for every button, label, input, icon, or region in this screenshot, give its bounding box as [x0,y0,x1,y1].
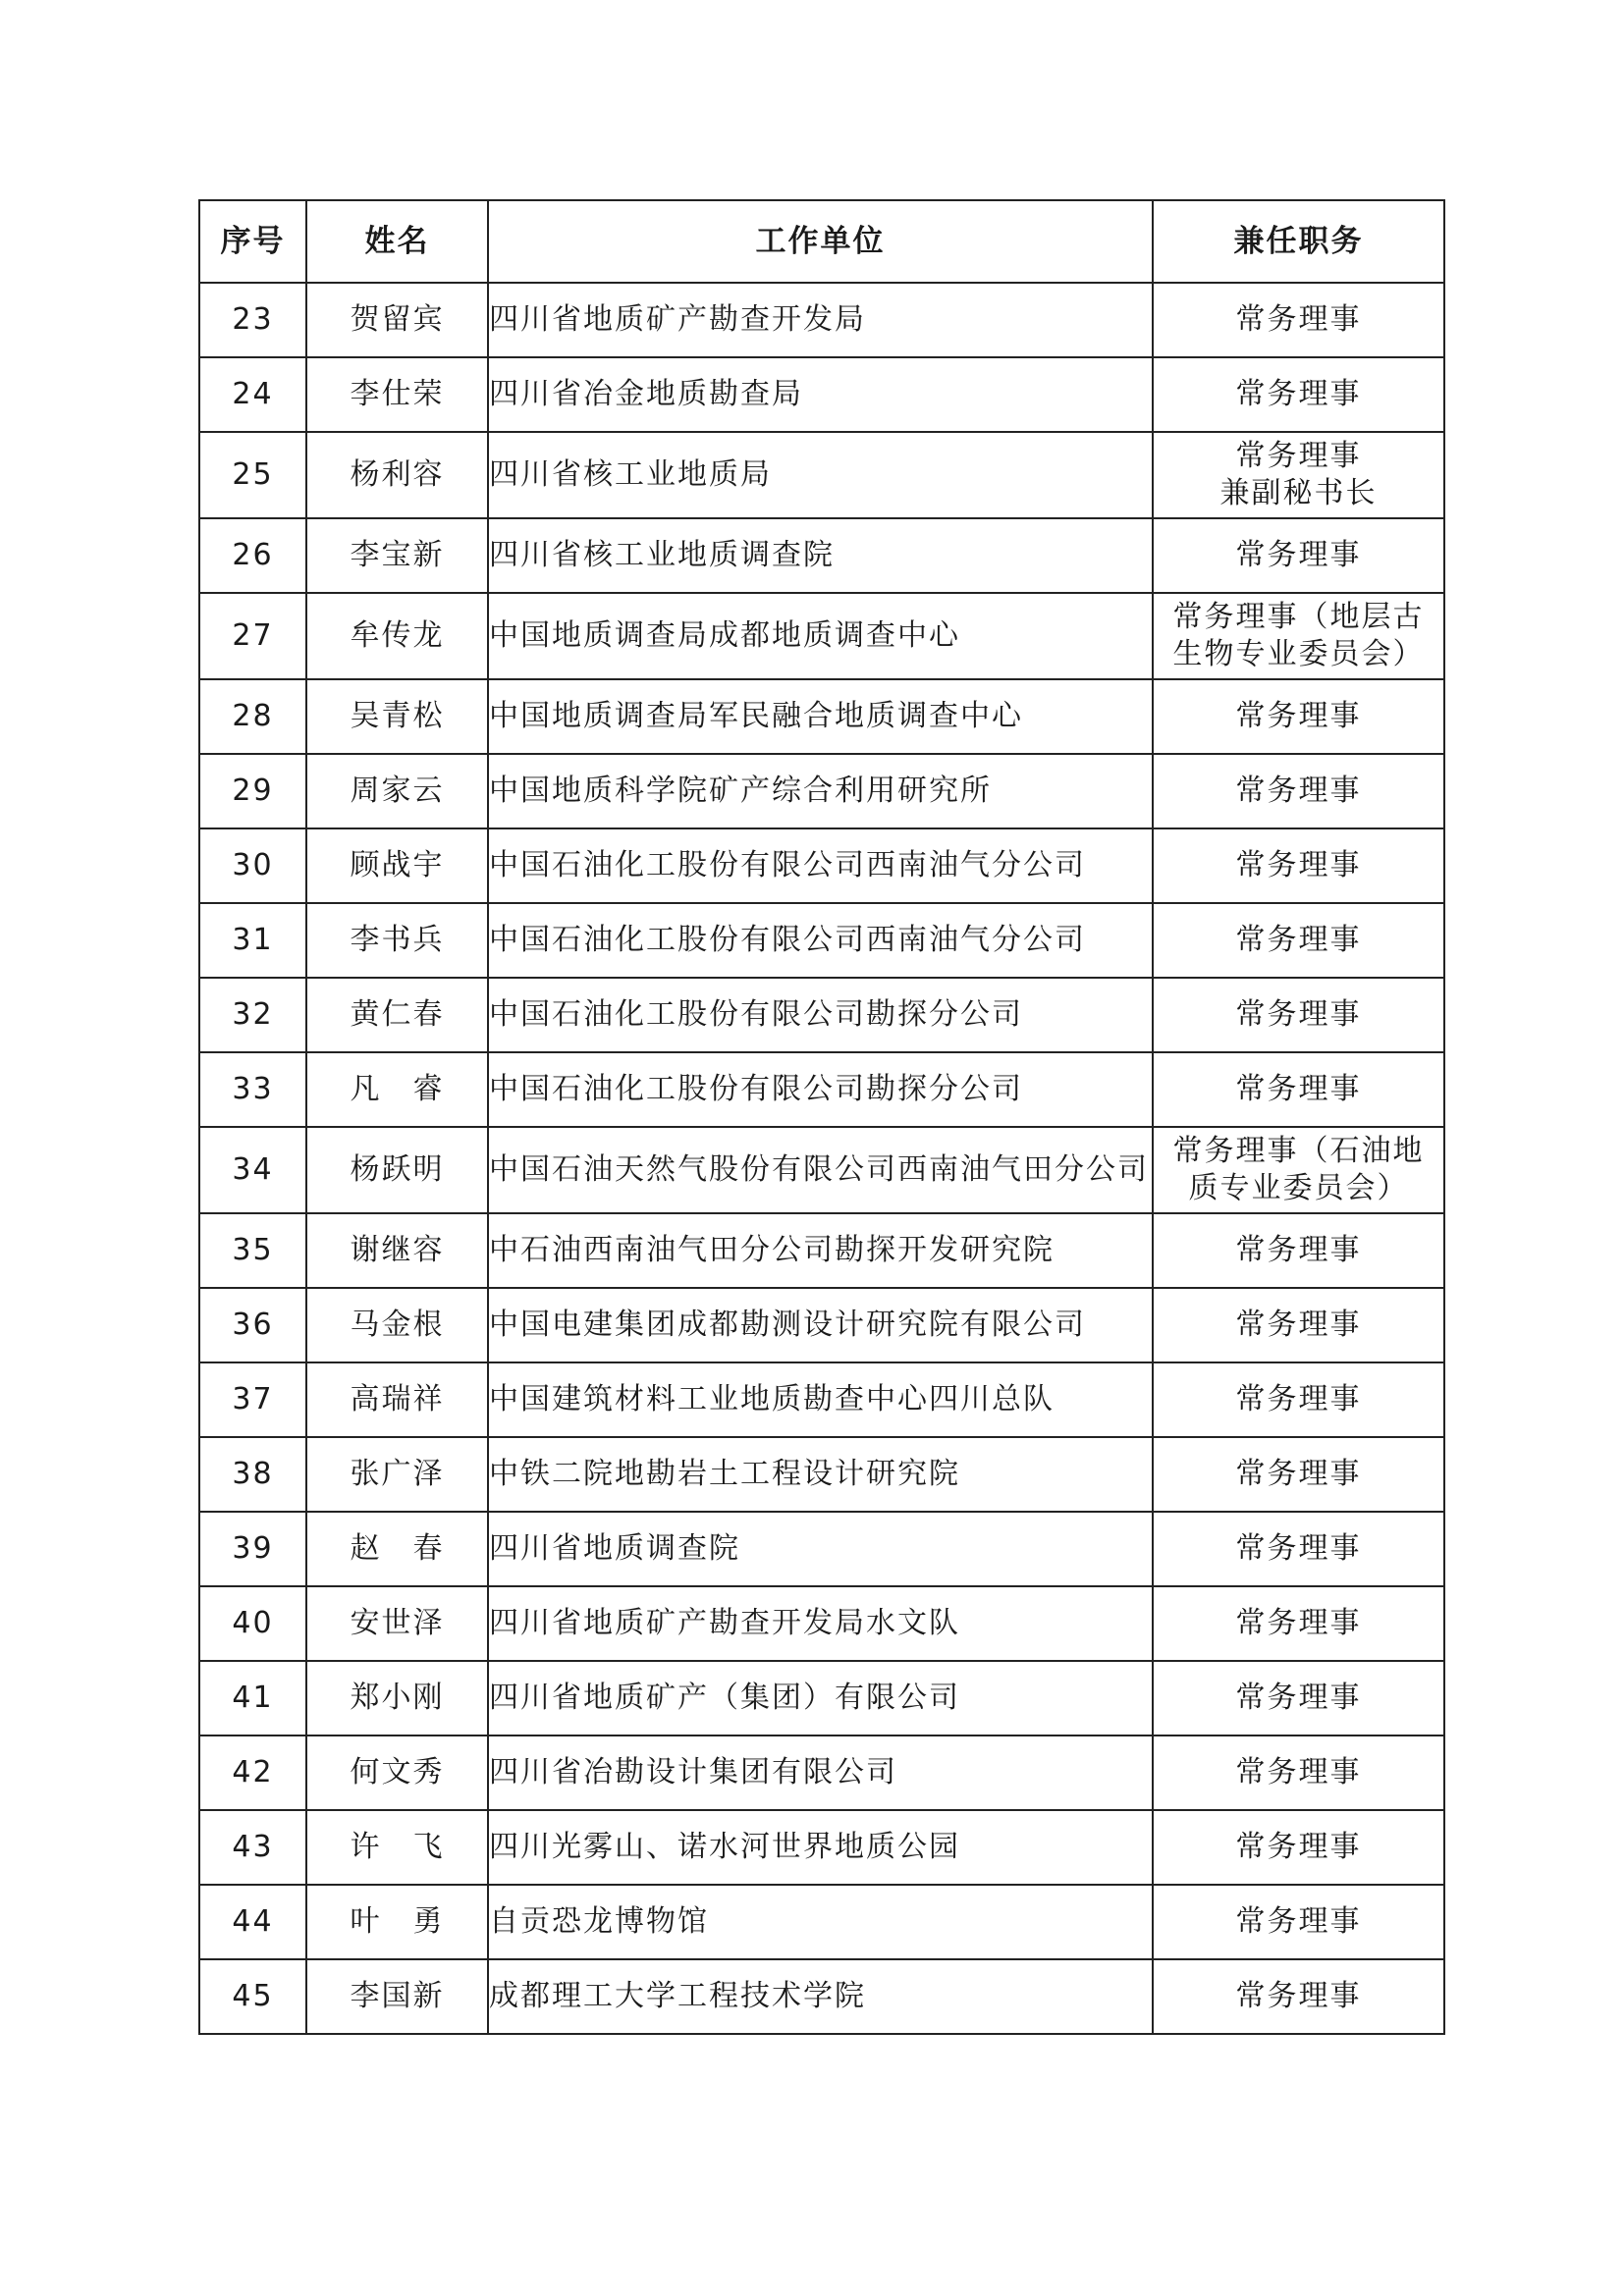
row-unit: 四川省核工业地质调查院 [488,518,1153,593]
row-number: 27 [199,593,306,679]
role-line: 常务理事 [1235,1830,1362,1864]
role-line: 常务理事 [1235,1606,1362,1640]
table-row [199,1661,1444,1735]
row-number: 29 [199,754,306,828]
table-row [199,432,1444,518]
row-unit: 中国石油化工股份有限公司勘探分公司 [488,1052,1153,1127]
table-row [199,357,1444,432]
row-role [1153,978,1444,1052]
row-role [1153,1512,1444,1586]
row-name: 周家云 [306,754,488,828]
role-line: 常务理事 [1235,1681,1362,1715]
role-line: 常务理事 [1235,1904,1362,1939]
role-line: 常务理事 [1235,1755,1362,1789]
table-row [199,1735,1444,1810]
row-role [1153,828,1444,903]
row-number: 41 [199,1661,306,1735]
role-line: 生物专业委员会） [1172,637,1425,671]
row-role [1153,1127,1444,1213]
table-row [199,593,1444,679]
row-role [1153,903,1444,978]
role-line: 常务理事 [1235,1072,1362,1106]
row-name: 许 飞 [306,1810,488,1885]
row-name: 何文秀 [306,1735,488,1810]
row-number: 36 [199,1288,306,1362]
row-number: 43 [199,1810,306,1885]
row-role [1153,1213,1444,1288]
row-number: 32 [199,978,306,1052]
table-row [199,1885,1444,1959]
row-role [1153,1735,1444,1810]
row-unit: 中铁二院地勘岩土工程设计研究院 [488,1437,1153,1512]
role-line: 常务理事 [1235,377,1362,411]
row-unit: 四川省冶勘设计集团有限公司 [488,1735,1153,1810]
row-unit: 中国石油化工股份有限公司西南油气分公司 [488,903,1153,978]
header-number: 序号 [199,200,306,283]
table-row [199,754,1444,828]
role-line: 常务理事 [1235,699,1362,733]
table-row [199,1586,1444,1661]
table-header-row [199,200,1444,283]
row-role [1153,432,1444,518]
row-role [1153,679,1444,754]
role-line: 常务理事 [1235,1979,1362,2013]
row-number: 33 [199,1052,306,1127]
row-role [1153,1661,1444,1735]
table-row [199,518,1444,593]
row-number: 30 [199,828,306,903]
table-row [199,1810,1444,1885]
row-role [1153,1437,1444,1512]
row-number: 39 [199,1512,306,1586]
row-name: 牟传龙 [306,593,488,679]
row-number: 38 [199,1437,306,1512]
role-line: 常务理事 [1235,848,1362,882]
row-number: 31 [199,903,306,978]
row-number: 26 [199,518,306,593]
row-number: 42 [199,1735,306,1810]
role-line: 常务理事 [1235,997,1362,1032]
table-row [199,283,1444,357]
row-name: 叶 勇 [306,1885,488,1959]
row-name: 凡 睿 [306,1052,488,1127]
role-line: 常务理事 [1235,439,1362,473]
row-number: 37 [199,1362,306,1437]
row-number: 45 [199,1959,306,2034]
role-line: 常务理事 [1235,538,1362,572]
row-name: 安世泽 [306,1586,488,1661]
table-row [199,1512,1444,1586]
role-line: 常务理事 [1235,302,1362,337]
row-unit: 中国地质调查局成都地质调查中心 [488,593,1153,679]
row-role [1153,1052,1444,1127]
row-number: 25 [199,432,306,518]
row-unit: 中国石油化工股份有限公司西南油气分公司 [488,828,1153,903]
row-name: 赵 春 [306,1512,488,1586]
table-row [199,679,1444,754]
row-number: 35 [199,1213,306,1288]
row-number: 34 [199,1127,306,1213]
role-line: 常务理事 [1235,1308,1362,1342]
row-name: 谢继容 [306,1213,488,1288]
row-unit: 四川省核工业地质局 [488,432,1153,518]
role-line: 常务理事 [1235,774,1362,808]
table-row [199,903,1444,978]
row-role [1153,593,1444,679]
row-unit: 四川省地质矿产勘查开发局 [488,283,1153,357]
row-unit: 四川省地质调查院 [488,1512,1153,1586]
header-role: 兼任职务 [1153,200,1444,283]
row-name: 杨利容 [306,432,488,518]
header-unit: 工作单位 [488,200,1153,283]
role-line: 兼副秘书长 [1219,476,1378,510]
table-row [199,1213,1444,1288]
row-number: 44 [199,1885,306,1959]
row-unit: 四川光雾山、诺水河世界地质公园 [488,1810,1153,1885]
row-number: 23 [199,283,306,357]
row-unit: 中国石油天然气股份有限公司西南油气田分公司 [488,1127,1153,1213]
row-role [1153,1362,1444,1437]
table-row [199,1437,1444,1512]
table-row [199,1127,1444,1213]
row-name: 李书兵 [306,903,488,978]
row-role [1153,1810,1444,1885]
row-name: 高瑞祥 [306,1362,488,1437]
role-line: 常务理事 [1235,923,1362,957]
role-line: 常务理事 [1235,1382,1362,1416]
row-unit: 四川省地质矿产（集团）有限公司 [488,1661,1153,1735]
row-role [1153,518,1444,593]
row-name: 马金根 [306,1288,488,1362]
row-unit: 中国电建集团成都勘测设计研究院有限公司 [488,1288,1153,1362]
table-row [199,1288,1444,1362]
table-body [199,283,1444,2034]
role-line: 质专业委员会） [1188,1171,1409,1205]
row-role [1153,283,1444,357]
role-line: 常务理事（地层古 [1172,600,1425,634]
row-unit: 四川省冶金地质勘查局 [488,357,1153,432]
row-name: 李宝新 [306,518,488,593]
row-name: 李仕荣 [306,357,488,432]
table-row [199,1052,1444,1127]
row-number: 40 [199,1586,306,1661]
row-name: 黄仁春 [306,978,488,1052]
row-unit: 中石油西南油气田分公司勘探开发研究院 [488,1213,1153,1288]
row-number: 28 [199,679,306,754]
row-number: 24 [199,357,306,432]
header-name: 姓名 [306,200,488,283]
row-unit: 四川省地质矿产勘查开发局水文队 [488,1586,1153,1661]
role-line: 常务理事（石油地 [1172,1134,1425,1168]
table-row [199,828,1444,903]
table-row [199,978,1444,1052]
row-name: 顾战宇 [306,828,488,903]
row-name: 李国新 [306,1959,488,2034]
row-role [1153,357,1444,432]
table-row [199,1362,1444,1437]
role-line: 常务理事 [1235,1233,1362,1267]
role-line: 常务理事 [1235,1457,1362,1491]
row-unit: 中国地质科学院矿产综合利用研究所 [488,754,1153,828]
row-name: 张广泽 [306,1437,488,1512]
row-role [1153,1885,1444,1959]
row-role [1153,1586,1444,1661]
role-line: 常务理事 [1235,1531,1362,1566]
row-name: 贺留宾 [306,283,488,357]
row-unit: 成都理工大学工程技术学院 [488,1959,1153,2034]
row-unit: 中国地质调查局军民融合地质调查中心 [488,679,1153,754]
row-name: 吴青松 [306,679,488,754]
row-name: 郑小刚 [306,1661,488,1735]
row-unit: 自贡恐龙博物馆 [488,1885,1153,1959]
row-role [1153,1288,1444,1362]
table-row [199,1959,1444,2034]
row-unit: 中国建筑材料工业地质勘查中心四川总队 [488,1362,1153,1437]
row-role [1153,1959,1444,2034]
row-unit: 中国石油化工股份有限公司勘探分公司 [488,978,1153,1052]
row-role [1153,754,1444,828]
member-roster-table [198,199,1445,2035]
row-name: 杨跃明 [306,1127,488,1213]
